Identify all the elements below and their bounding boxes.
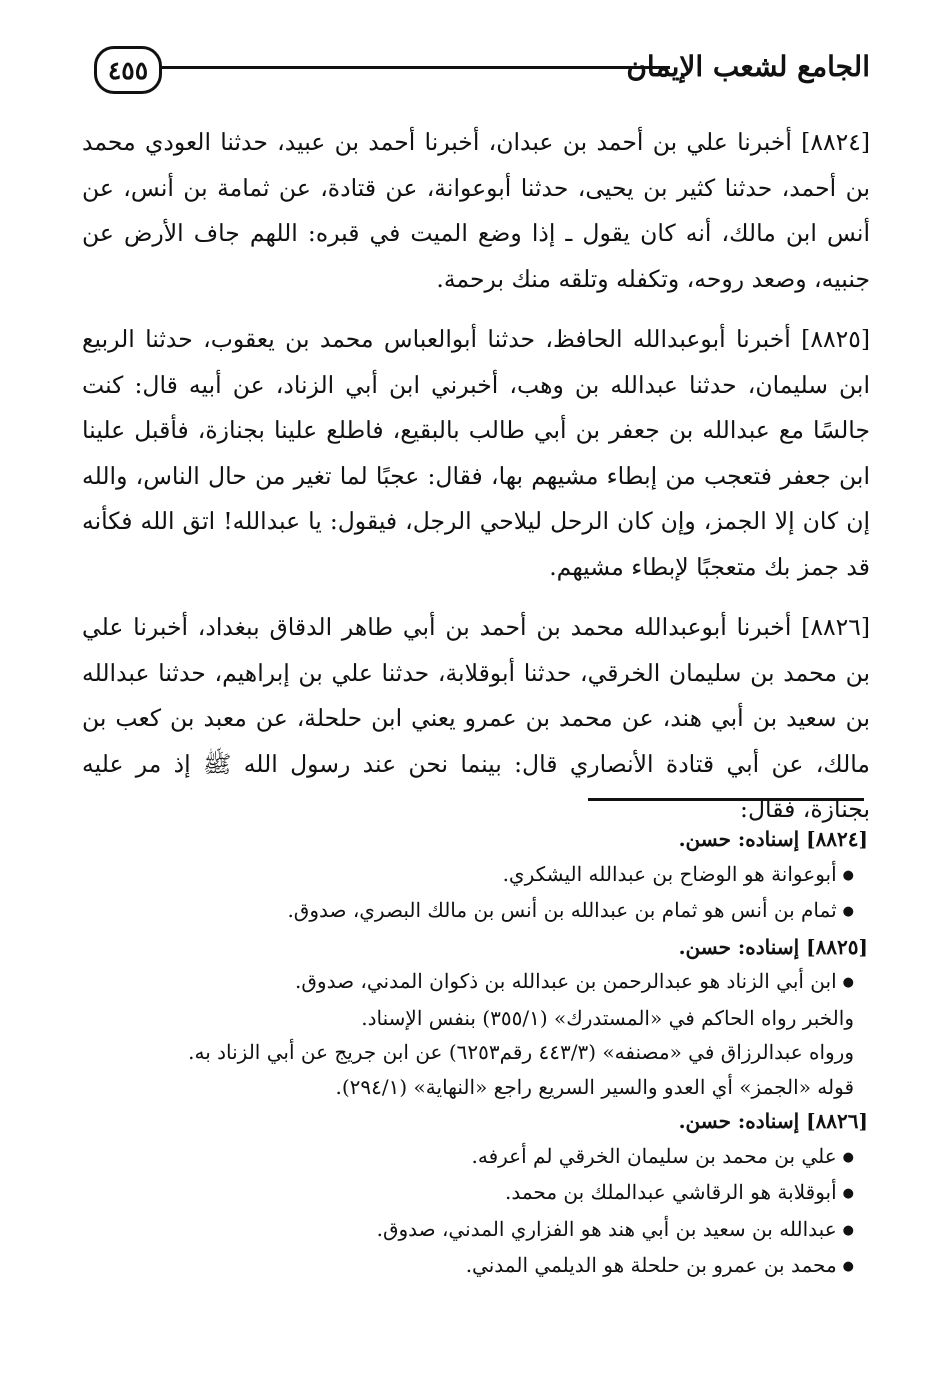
footnote-line: والخبر رواه الحاكم في «المستدرك» (٣٥٥/١) بنفس الإسناد. bbox=[361, 1005, 854, 1030]
page-number-badge: ٤٥٥ bbox=[94, 46, 162, 94]
footnote-item: ● أبوقلابة هو الرقاشي عبدالملك بن محمد. bbox=[110, 1175, 868, 1212]
footnote-heading: [٨٨٢٥] إسناده: حسن. bbox=[678, 934, 868, 959]
footnote-heading: [٨٨٢٤] إسناده: حسن. bbox=[678, 827, 868, 851]
footnote-item: ● أبوعوانة هو الوضاح بن عبدالله اليشكري. bbox=[110, 857, 868, 894]
footnote-separator bbox=[588, 798, 864, 801]
running-title: الجامع لشعب الإيمان bbox=[626, 50, 870, 83]
footnote-item: ● محمد بن عمرو بن حلحلة هو الديلمي المدني. bbox=[110, 1248, 868, 1285]
main-text bbox=[82, 120, 870, 848]
footnote-item: ● عبدالله بن سعيد بن أبي هند هو الفزاري المدني، صدوق. bbox=[110, 1212, 868, 1249]
footnote-item: ● ثمام بن أنس هو ثمام بن عبدالله بن أنس بن مالك البصري، صدوق. bbox=[110, 893, 868, 930]
header-rule bbox=[162, 66, 670, 69]
footnote-line: قوله «الجمز» أي العدو والسير السريع راجع «النهاية» (٢٩٤/١). bbox=[335, 1074, 854, 1099]
footnotes bbox=[110, 822, 868, 1285]
hadith-paragraph-8824: [٨٨٢٤] أخبرنا علي بن أحمد بن عبدان، أخبرنا أحمد بن عبيد، حدثنا العودي محمد بن أحمد، حدثنا كثير بن يحيى، حدثنا أبوعوانة، عن قتادة، عن ثمامة بن أنس، عن أنس ابن مالك، أنه كان يقول ـ إذا وضع الميت في قبره: اللهم جاف الأرض عن جنبيه، وصعد روحه، وتكفله وتلقه منك برحمة. bbox=[82, 128, 870, 293]
footnote-heading: [٨٨٢٦] إسناده: حسن. bbox=[678, 1109, 868, 1133]
page-header bbox=[90, 44, 870, 102]
hadith-paragraph-8825: [٨٨٢٥] أخبرنا أبوعبدالله الحافظ، حدثنا أبوالعباس محمد بن يعقوب، حدثنا الربيع ابن سليمان، حدثنا عبدالله بن وهب، أخبرني ابن أبي الزناد، عن أبيه قال: كنت جالسًا مع عبدالله بن جعفر بن أبي طالب بالبقيع، فاطلع علينا بجنازة، فأقبل علينا ابن جعفر فتعجب من إبطاء مشيهم بها، فقال: عجبًا لما تغير من حال الناس، والله إن كان إلا الجمز، وإن كان الرحل ليلاحي الرجل، فيقول: يا عبدالله! اتق الله فكأنه قد جمز بك متعجبًا لإبطاء مشيهم. bbox=[82, 325, 870, 581]
footnote-line: ورواه عبدالرزاق في «مصنفه» (٤٤٣/٣ رقم٦٢٥٣) عن ابن جريج عن أبي الزناد به. bbox=[188, 1040, 854, 1064]
footnote-item: ● ابن أبي الزناد هو عبدالرحمن بن عبدالله بن ذكوان المدني، صدوق. bbox=[110, 964, 868, 1001]
hadith-paragraph-8826: [٨٨٢٦] أخبرنا أبوعبدالله محمد بن أحمد بن أبي طاهر الدقاق ببغداد، أخبرنا علي بن محمد بن سليمان الخرقي، حدثنا أبوقلابة، حدثنا علي بن إبراهيم، حدثنا عبدالله بن سعيد بن أبي هند، عن محمد بن عمرو يعني ابن حلحلة، عن معبد بن كعب بن مالك، عن أبي قتادة الأنصاري قال: بينما نحن عند رسول الله ﷺ إذ مر عليه بجنازة، فقال: bbox=[82, 613, 870, 823]
footnote-item: ● علي بن محمد بن سليمان الخرقي لم أعرفه. bbox=[110, 1139, 868, 1176]
